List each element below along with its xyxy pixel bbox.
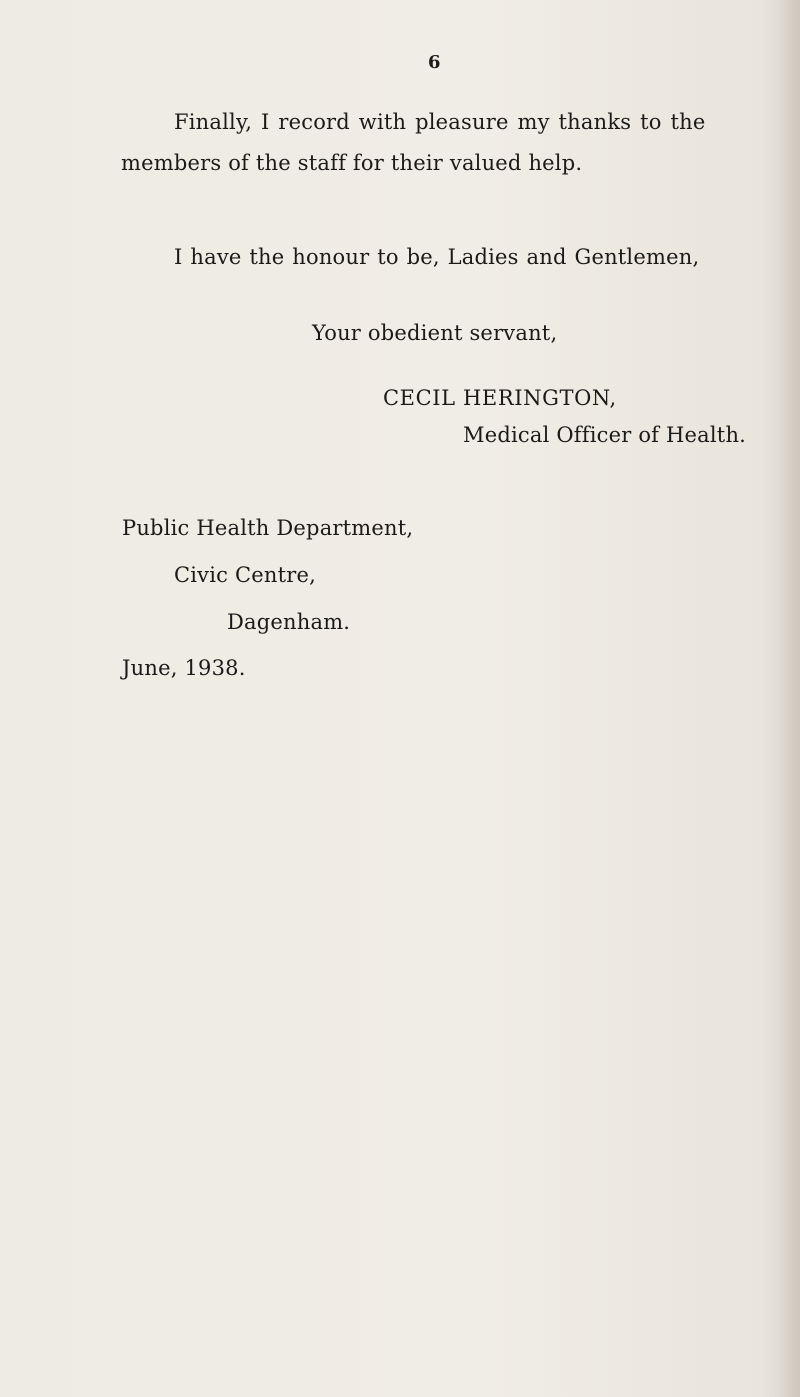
signatory-title: Medical Officer of Health. — [463, 423, 747, 447]
page-number: 6 — [428, 52, 441, 73]
address-town: Dagenham. — [227, 610, 351, 634]
valediction: Your obedient servant, — [312, 321, 558, 345]
closing-paragraph-line-1: Finally, I record with pleasure my thanks to the — [174, 110, 706, 134]
address-building: Civic Centre, — [174, 563, 317, 587]
closing-paragraph-line-2: members of the staff for their valued help. — [121, 151, 583, 175]
page-edge-shadow — [778, 0, 800, 1397]
letter-date: June, 1938. — [122, 656, 246, 680]
signatory-name: CECIL HERINGTON, — [383, 386, 617, 410]
address-department: Public Health Department, — [122, 516, 414, 540]
salutation: I have the honour to be, Ladies and Gentlemen, — [174, 245, 700, 269]
